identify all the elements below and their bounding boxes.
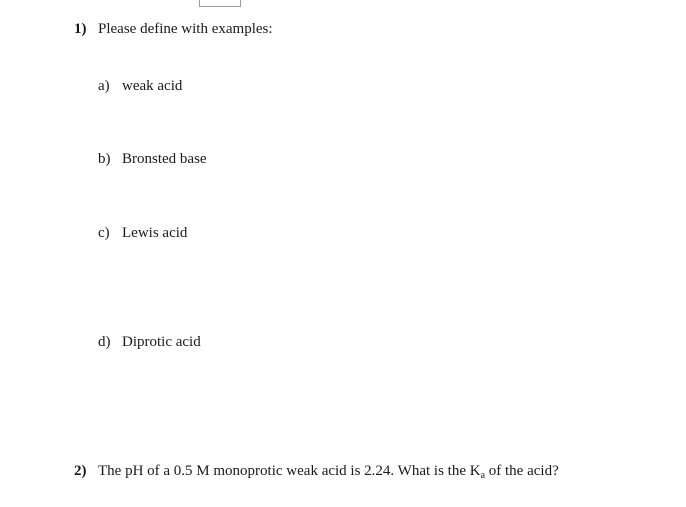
question-2-text-after: of the acid? (485, 463, 559, 479)
question-1 (74, 20, 273, 38)
question-2-number: 2) (74, 463, 87, 479)
question-2 (74, 462, 559, 480)
question-1-part-a (98, 77, 182, 95)
question-1-part-d (98, 333, 201, 351)
part-a-letter: a) (98, 78, 110, 94)
part-b-letter: b) (98, 151, 111, 167)
part-d-letter: d) (98, 334, 111, 350)
question-2-subscript: a (480, 470, 486, 481)
part-c-letter: c) (98, 225, 110, 241)
question-1-part-c (98, 224, 187, 242)
part-c-text: Lewis acid (122, 225, 188, 241)
page-corner-box (199, 0, 241, 7)
part-a-text: weak acid (122, 78, 183, 94)
question-1-text: Please define with examples: (98, 21, 273, 37)
question-1-number: 1) (74, 21, 87, 37)
question-2-text-before: The pH of a 0.5 M monoprotic weak acid is 2.24. What is the K (98, 463, 481, 479)
question-1-part-b (98, 150, 207, 168)
part-d-text: Diprotic acid (122, 334, 201, 350)
part-b-text: Bronsted base (122, 151, 207, 167)
